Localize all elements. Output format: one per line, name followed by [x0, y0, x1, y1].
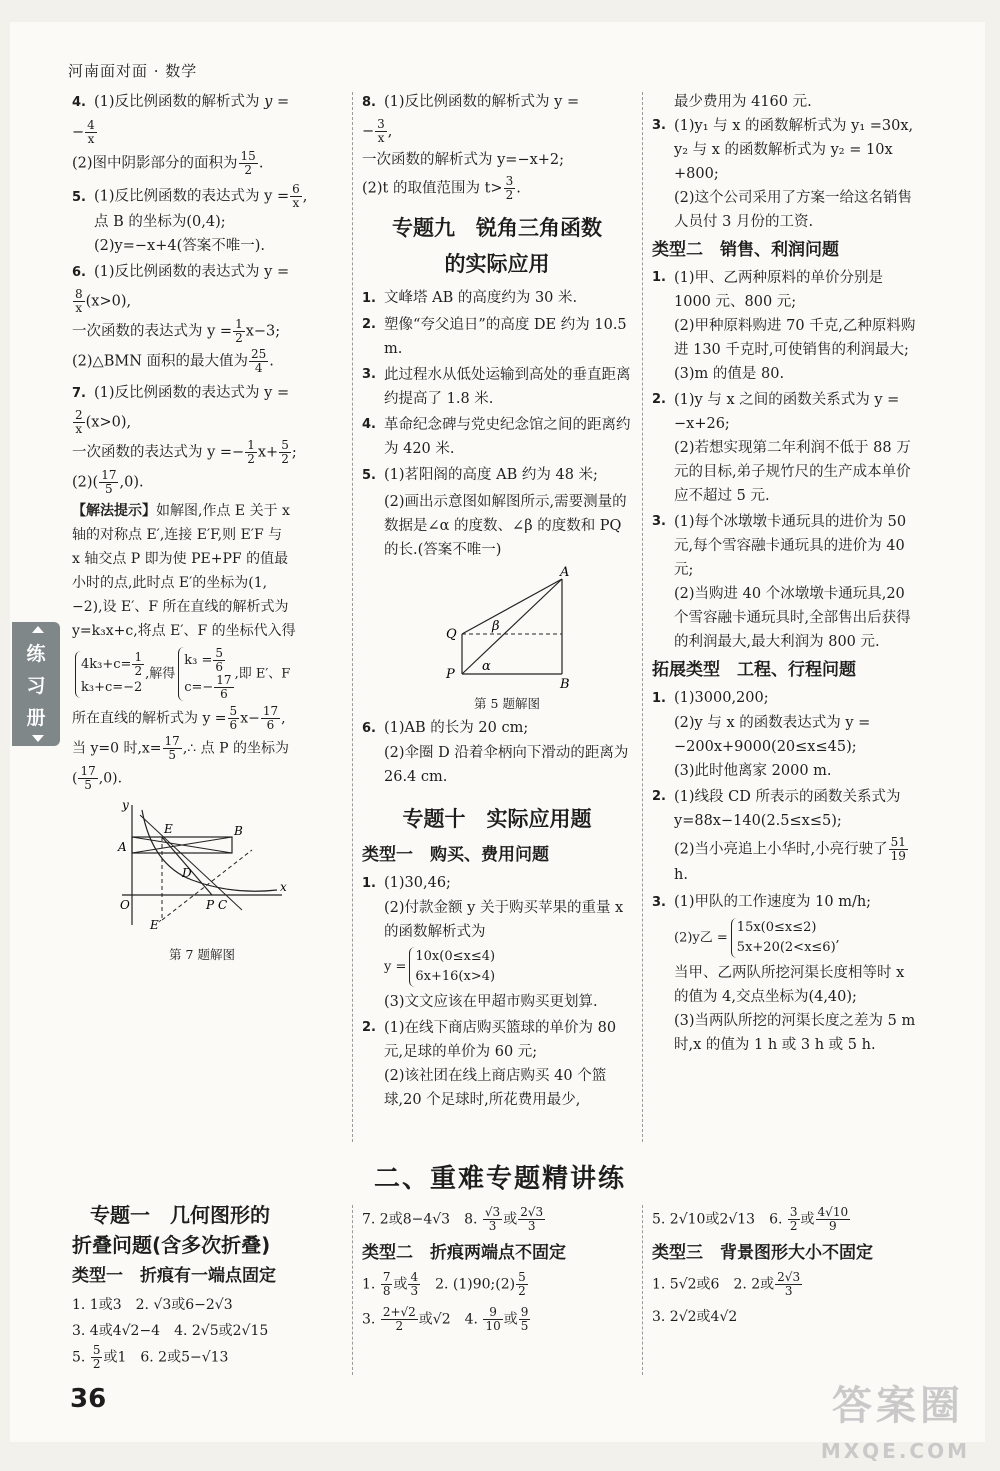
piecewise-function: y = 10x(0≤x≤4) 6x+16(x>4) [362, 947, 632, 987]
answer-text: y₂ 与 x 的函数解析式为 y₂ = 10x +800; [674, 142, 893, 182]
watermark-url: MXQE.COM [820, 1439, 970, 1463]
answer-t10-q1: 1. (1)30,46; (2)付款金额 y 关于购买苹果的重量 x 的函数解析式为 y = 10x(0≤x≤4) 6x+16(x>4) (3)文文应该在甲超市购买更划算. [362, 871, 632, 1014]
answer-text: (3)此时他离家 2000 m. [674, 763, 832, 779]
column-divider [352, 92, 353, 1142]
answer-q4: 4. (1)反比例函数的解析式为 y = − $\frac{4}{x}$ (2)图中阴影部分的面积为 $\frac{15}{2}$ . [72, 90, 344, 177]
side-tab-char: 习 [26, 675, 46, 697]
type-heading: 类型一 购买、费用问题 [362, 845, 549, 865]
answer-text: (1)反比例函数的解析式为 y = [384, 94, 580, 110]
answer-q3: 3. (1)y₁ 与 x 的函数解析式为 y₁ =30x, y₂ 与 x 的函数解析式为 y₂ = 10x +800; (2)这个公司采用了方案一给这名销售人员付 3 月份的工资. [652, 114, 922, 234]
answer-s1: 1. (1)甲、乙两种原料的单价分别是 1000 元、800 元; (2)甲种原料购进 70 千克,乙种原料购进 130 千克时,可使销售的利润最大; (3)m 的值是 80. [652, 266, 922, 386]
fig7-label: C [218, 898, 228, 912]
running-header: 河南面对面 · 数学 [68, 62, 198, 80]
answer-s3: 3. (1)每个冰墩墩卡通玩具的进价为 50 元,每个雪容融卡通玩具的进价为 40 元; (2)当购进 40 个冰墩墩卡通玩具,20 个雪容融卡通玩具时,全部售出后获得的利润最大,最大利润为 800 元. [652, 510, 922, 654]
fraction: $\frac{8}{x}$ [75, 287, 83, 315]
answer-t10-q2: 2. (1)在线下商店购买篮球的单价为 80 元,足球的单价为 60 元; (2)该社团在线上商店购买 40 个篮球,20 个足球时,所花费用最少, [362, 1016, 632, 1112]
hint-text: −2),设 E′、F 所在直线的解析式为 [72, 599, 289, 615]
figure-5-diagram [432, 564, 582, 692]
answer-text: y = [264, 94, 290, 110]
answer-q8: 8. (1)反比例函数的解析式为 y = − $\frac{3}{x}$ , 一次函数的解析式为 y=−x+2; (2)t 的取值范围为 t> $\frac{3}{2}$ . [362, 90, 632, 202]
answer-text: (2)若想实现第二年利润不低于 88 万元的目标,弟子规竹尺的生产成本单价应不超过 5 元. [674, 440, 911, 504]
answer-text: (3)当两队所挖的河渠长度之差为 5 m 时,x 的值为 1 h 或 3 h 或 5 h. [674, 1013, 916, 1053]
fig7-label: D [182, 866, 192, 880]
question-number: 5. [72, 189, 86, 205]
fraction: $\frac{17}{5}$ [101, 468, 117, 496]
column-divider [642, 92, 643, 1142]
answer-text: (2)画出示意图如解图所示,需要测量的数据是∠α 的度数、∠β 的度数和 PQ 的长.(答案不唯一) [384, 494, 627, 558]
answer-t9-q2: 2. 塑像“夸父追日”的高度 DE 约为 10.5 m. [362, 317, 627, 357]
answer-s2: 2. (1)y 与 x 之间的函数关系式为 y = −x+26; (2)若想实现第二年利润不低于 88 万元的目标,弟子规竹尺的生产成本单价应不超过 5 元. [652, 388, 922, 508]
section-title: 二、重难专题精讲练 [373, 1164, 626, 1194]
answer-text: (2)图中阴影部分的面积为 [72, 155, 238, 172]
answer-column-1 [72, 90, 344, 967]
answer-e3: 3. (1)甲队的工作速度为 10 m/h; (2)y乙 = 15x(0≤x≤2) 5x+20(2<x≤6) , 当甲、乙两队所挖河渠长度相等时 x 的值为 4,交点坐标为(4,40); (3)当两队所挖的河渠长度之差为 5 m 时,x 的值为 1 h 或 3 h 或 5 h. [652, 890, 922, 1057]
answer-text: (2)甲种原料购进 70 千克,乙种原料购进 130 千克时,可使销售的利润最大; [674, 318, 916, 358]
system-brace: k₃ = $\frac{5}{6}$ c=− $\frac{17}{6}$ [178, 647, 234, 701]
answer-text: (2)y=−x+4(答案不唯一). [94, 238, 266, 254]
fig5-label: P [446, 667, 455, 682]
answer-row: 1. 1或3 2. √3或6−2√3 [72, 1297, 233, 1313]
answer-text: (1)反比例函数的表达式为 y = [94, 385, 290, 401]
answer-e2: 2. (1)线段 CD 所表示的函数关系式为 y=88x−140(2.5≤x≤5); (2)当小亮追上小华时,小亮行驶了 $\frac{51}{19}$ h. [652, 789, 906, 883]
side-tab-char: 册 [26, 707, 46, 729]
fraction: $\frac{1}{2}$ [247, 438, 255, 466]
answer-text: 一次函数的解析式为 y=−x+2; [362, 152, 565, 168]
answer-row: 7. 2或8−4√3 8. $\frac{√3}{3}$ 或 $\frac{2√3}{3}$ [362, 1205, 544, 1233]
answer-text: (2)y 与 x 的函数表达式为 y = −200x+9000(20≤x≤45); [674, 715, 871, 755]
fig7-label: A [118, 840, 127, 854]
answer-text: (1)反比例函数的表达式为 y = [94, 188, 290, 205]
topic-1-title: 专题一 几何图形的 折叠问题(含多次折叠) [72, 1203, 271, 1257]
figure-caption: 第 5 题解图 [474, 696, 540, 711]
answer-t9-q1: 1. 文峰塔 AB 的高度约为 30 米. [362, 290, 578, 306]
system-brace: 4k₃+c= $\frac{1}{2}$ k₃+c=−2 [75, 651, 145, 698]
type-heading: 类型二 销售、利润问题 [652, 240, 839, 260]
question-number: 8. [362, 95, 376, 110]
answer-column-2 [362, 90, 632, 1114]
answer-t9-q5: 5. (1)茗阳阁的高度 AB 约为 48 米; [362, 467, 598, 483]
answer-q7: 7. (1)反比例函数的表达式为 y = $\frac{2}{x}$ (x>0), 一次函数的表达式为 y =− $\frac{1}{2}$ x+ $\frac{5}{2}$ ; (2)( $\frac{17}{5}$ ,0). [72, 381, 344, 496]
fig7-label: y [122, 798, 129, 812]
tab-up-arrow-icon [32, 626, 44, 633]
fraction: $\frac{1}{2}$ [235, 317, 243, 345]
page-number: 36 [70, 1384, 107, 1414]
figure-7 [112, 795, 344, 967]
fraction: $\frac{4}{x}$ [87, 118, 95, 146]
bottom-column-3 [652, 1206, 932, 1336]
fraction: $\frac{6}{x}$ [292, 182, 300, 210]
tab-down-arrow-icon [32, 735, 44, 742]
fraction: $\frac{5}{2}$ [281, 438, 289, 466]
answer-row: 5. $\frac{5}{2}$ 或1 6. 2或5−√13 [72, 1343, 229, 1371]
fig5-label: A [560, 565, 570, 580]
answer-text: (2)付款金额 y 关于购买苹果的重量 x 的函数解析式为 [384, 900, 624, 940]
fig5-label: Q [446, 627, 457, 642]
equation-system: 4k₃+c= $\frac{1}{2}$ k₃+c=−2 ,解得 k₃ = $\frac{5}{6}$ c=− $\frac{17}{6}$ ,即 E′、F [72, 647, 344, 701]
hint-label: 【解法提示】 [72, 503, 156, 519]
fig7-label: P [206, 898, 215, 912]
answer-text: (1)反比例函数的表达式为 y = [94, 264, 290, 280]
answer-q6: 6. (1)反比例函数的表达式为 y = $\frac{8}{x}$ (x>0), 一次函数的表达式为 y = $\frac{1}{2}$ x−3; (2)△BMN 面积的最大值为 $\frac{25}{4}$ . [72, 260, 344, 375]
fig7-label: E′ [150, 918, 162, 932]
fraction: $\frac{15}{2}$ [240, 149, 256, 177]
answer-text: (1)反比例函数的解析式为 [94, 94, 260, 110]
answer-row: 3. 4或4√2−4 4. 2√5或2√15 [72, 1323, 269, 1339]
fig5-label: β [492, 619, 500, 634]
type-heading: 类型一 折痕有一端点固定 [72, 1266, 276, 1286]
answer-text: 当甲、乙两队所挖河渠长度相等时 x 的值为 4,交点坐标为(4,40); [674, 965, 905, 1005]
answer-text: (3)文文应该在甲超市购买更划算. [384, 994, 598, 1010]
answer-text: 最少费用为 4160 元. [674, 94, 812, 110]
minus-sign: − [72, 124, 85, 141]
fig7-label: x [280, 880, 287, 894]
answer-t9-q6: 6. (1)AB 的长为 20 cm; (2)伞圈 D 沿着伞柄向下滑动的距离为 26.4 cm. [362, 716, 632, 789]
type-heading: 类型三 背景图形大小不固定 [652, 1243, 873, 1263]
answer-text: 点 B 的坐标为(0,4); [94, 214, 226, 230]
answer-text: (2)该社团在线上商店购买 40 个篮球,20 个足球时,所花费用最少, [384, 1068, 607, 1108]
answer-text: (3)m 的值是 80. [674, 366, 785, 382]
figure-7-diagram [112, 795, 292, 935]
bottom-column-2 [362, 1206, 632, 1341]
fig7-label: O [120, 898, 130, 912]
answer-q5: 5. (1)反比例函数的表达式为 y = $\frac{6}{x}$ , 点 B 的坐标为(0,4); (2)y=−x+4(答案不唯一). [72, 183, 344, 258]
answer-row: 5. 2√10或2√13 6. $\frac{3}{2}$ 或 $\frac{4√10}{9}$ [652, 1205, 849, 1233]
hint-text: x 轴交点 P 即为使 PE+PF 的值最 [72, 551, 289, 567]
answer-row: 1. $\frac{7}{8}$ 或 $\frac{4}{3}$ 2. (1)90;(2) $\frac{5}{2}$ [362, 1270, 526, 1298]
topic-9-title: 专题九 锐角三角函数 的实际应用 [392, 216, 602, 276]
answer-text: (2)当购进 40 个冰墩墩卡通玩具,20 个雪容融卡通玩具时,全部售出后获得的利润最大,最大利润为 800 元. [674, 586, 911, 650]
column-divider [642, 1205, 643, 1375]
figure-caption: 第 7 题解图 [169, 947, 235, 962]
type-heading: 类型二 折痕两端点不固定 [362, 1243, 566, 1263]
watermark-logo-text: 答案圈 [832, 1383, 964, 1429]
fraction: $\frac{2}{x}$ [75, 408, 83, 436]
hint-text: 轴的对称点 E′,连接 E′F,则 E′F 与 [72, 527, 283, 543]
fig7-label: B [234, 824, 243, 838]
fraction: $\frac{25}{4}$ [251, 347, 267, 375]
answer-row: 3. $\frac{2+√2}{2}$ 或√2 4. $\frac{9}{10}$ 或 $\frac{9}{5}$ [362, 1305, 529, 1333]
topic-10-title: 专题十 实际应用题 [402, 807, 592, 831]
question-number: 6. [72, 265, 86, 280]
question-number: 7. [72, 386, 86, 401]
answer-text: (2)伞圈 D 沿着伞柄向下滑动的距离为 26.4 cm. [384, 745, 629, 785]
figure-5 [432, 564, 632, 716]
hint-text: 小时的点,此时点 E′的坐标为(1, [72, 575, 268, 591]
hint-text: y=k₃x+c,将点 E′、F 的坐标代入得 [72, 623, 296, 639]
answer-e1: 1. (1)3000,200; (2)y 与 x 的函数表达式为 y = −200x+9000(20≤x≤45); (3)此时他离家 2000 m. [652, 686, 922, 783]
answer-t9-q3: 3. 此过程水从低处运输到高处的垂直距离约提高了 1.8 米. [362, 367, 631, 407]
fig7-label: E [164, 822, 173, 836]
answer-text: (2)这个公司采用了方案一给这名销售人员付 3 月份的工资. [674, 190, 913, 230]
bottom-column-1 [72, 1200, 342, 1371]
side-tab-practice-book [12, 622, 60, 746]
side-tab-char: 练 [26, 643, 46, 665]
answer-row: 1. 5√2或6 2. 2或 $\frac{2√3}{3}$ [652, 1270, 801, 1298]
solution-hint: 【解法提示】如解图,作点 E 关于 x 轴的对称点 E′,连接 E′F,则 E′F 与 x 轴交点 P 即为使 PE+PF 的值最 小时的点,此时点 E′的坐标为(1, −2),设 E′、F 所在直线的解析式为 y=k₃x+c,将点 E′、F 的坐标代入得 4k₃+c= $\frac{1}{2}$ k₃+c=−2 ,解得 k₃ = $\frac{5}{6}$ c=− $\frac{17}{6}$ ,即 E′、F 所在直线的解析式为 y = $\frac{5}{6}$ x− $\frac{17}{6}$ , 当 y=0 时,x= $\frac{17}{5}$ ,∴ 点 P 的坐标为 ( $\frac{17}{5}$ ,0). [72, 499, 344, 792]
piecewise-function: (2)y乙 = 15x(0≤x≤2) 5x+20(2<x≤6) , [652, 918, 922, 958]
answer-column-3 [652, 90, 922, 1059]
type-heading: 拓展类型 工程、行程问题 [652, 660, 856, 680]
column-divider [352, 1205, 353, 1375]
answer-t9-q4: 4. 革命纪念碑与党史纪念馆之间的距离约为 420 米. [362, 417, 631, 457]
answer-row: 3. 2√2或4√2 [652, 1309, 738, 1325]
fig5-label: α [482, 659, 491, 674]
fig5-label: B [560, 677, 570, 692]
question-number: 4. [72, 95, 86, 110]
